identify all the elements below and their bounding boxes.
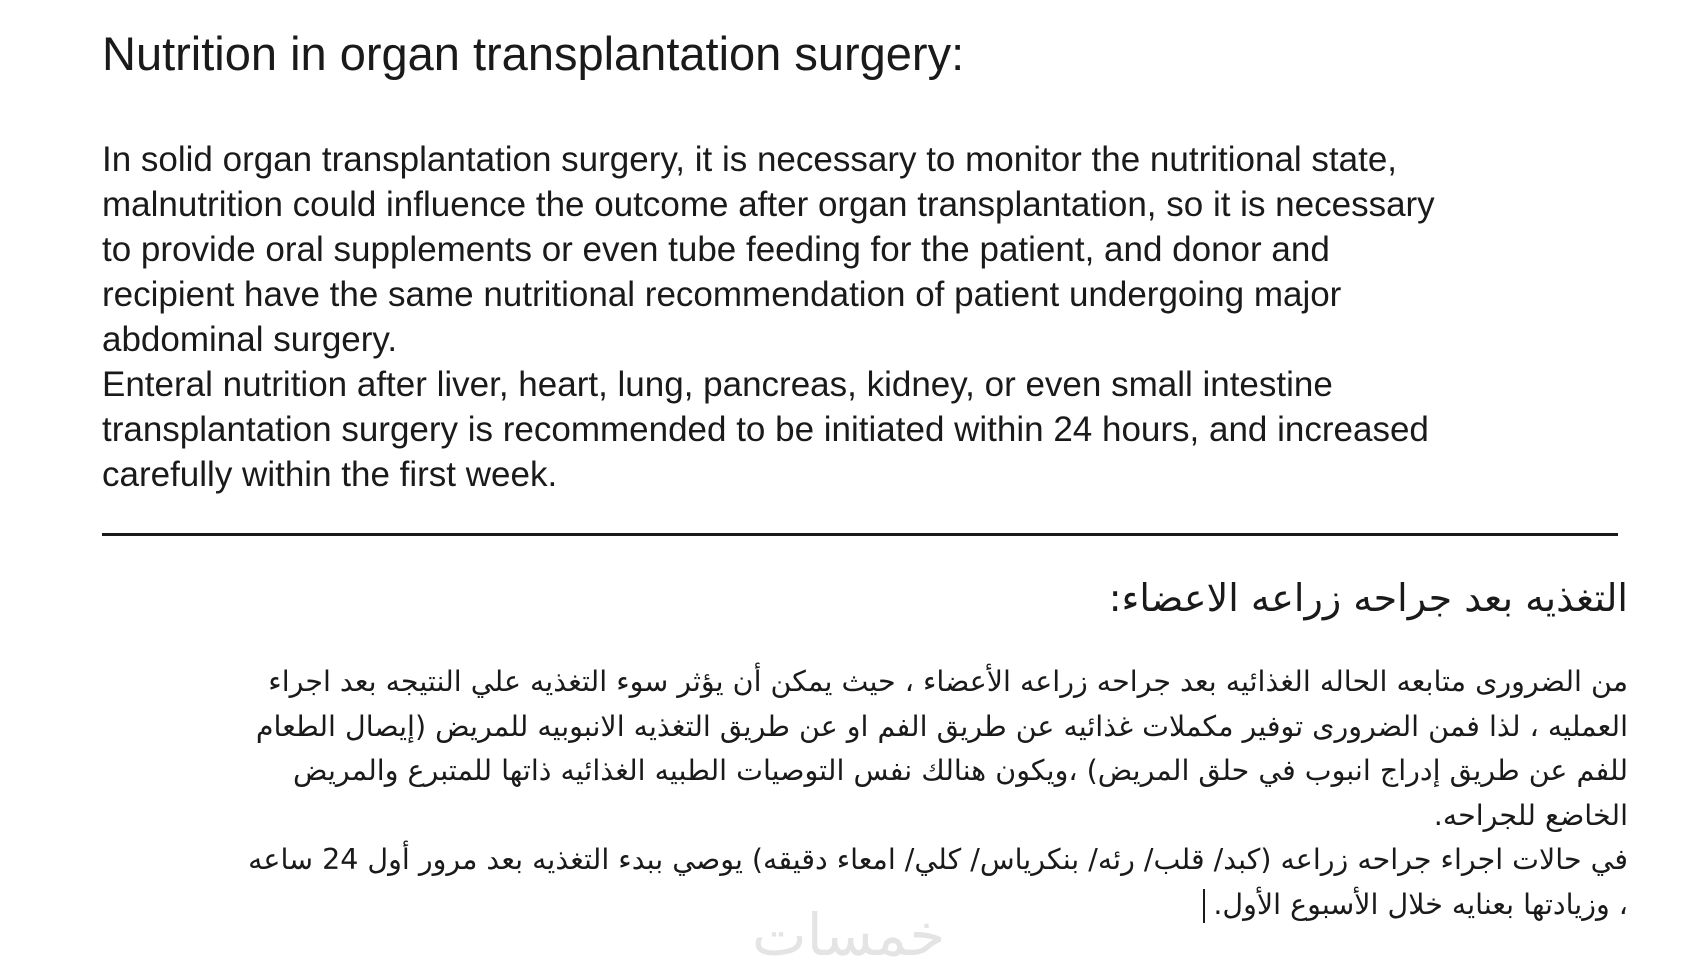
english-line: transplantation surgery is recommended to be initiated within 24 hours, and increased	[102, 410, 1429, 449]
english-line: to provide oral supplements or even tube feeding for the patient, and donor and	[102, 230, 1330, 269]
english-line: Enteral nutrition after liver, heart, lung, pancreas, kidney, or even small intestine	[102, 365, 1333, 404]
watermark-logo: خمسات	[752, 901, 946, 969]
english-line: recipient have the same nutritional recommendation of patient undergoing major	[102, 275, 1342, 314]
arabic-line: الخاضع للجراحه.	[1433, 798, 1628, 832]
arabic-line: ، وزيادتها بعنايه خلال الأسبوع الأول.	[108, 883, 1628, 928]
arabic-line: العمليه ، لذا فمن الضرورى توفير مكملات غذائيه عن طريق الفم او عن طريق التغذيه الانبوبيه للمريض (إيصال الطعام	[255, 709, 1628, 743]
arabic-line: من الضرورى متابعه الحاله الغذائيه بعد جراحه زراعه الأعضاء ، حيث يمكن أن يؤثر سوء التغذيه علي النتيجه بعد اجراء	[268, 665, 1628, 698]
arabic-line: للفم عن طريق إدراج انبوب في حلق المريض) ،ويكون هنالك نفس التوصيات الطبيه الغذائيه ذاتها للمتبرع والمريض	[293, 754, 1628, 787]
arabic-line: في حالات اجراء جراحه زراعه (كبد/ قلب/ رئه/ بنكرياس/ كلي/ امعاء دقيقه) يوصي ببدء التغذيه بعد مرور أول 24 ساعه	[248, 843, 1628, 876]
arabic-title: التغذيه بعد جراحه زراعه الاعضاء:	[1108, 576, 1628, 620]
english-line: malnutrition could influence the outcome after organ transplantation, so it is necessary	[102, 185, 1435, 224]
english-line: carefully within the first week.	[102, 455, 558, 494]
english-title: Nutrition in organ transplantation surgery:	[102, 27, 965, 80]
english-paragraph	[102, 137, 1662, 497]
section-divider	[102, 533, 1618, 536]
arabic-paragraph	[108, 660, 1628, 927]
english-line: In solid organ transplantation surgery, it is necessary to monitor the nutritional state,	[102, 140, 1398, 179]
english-line: abdominal surgery.	[102, 320, 398, 359]
